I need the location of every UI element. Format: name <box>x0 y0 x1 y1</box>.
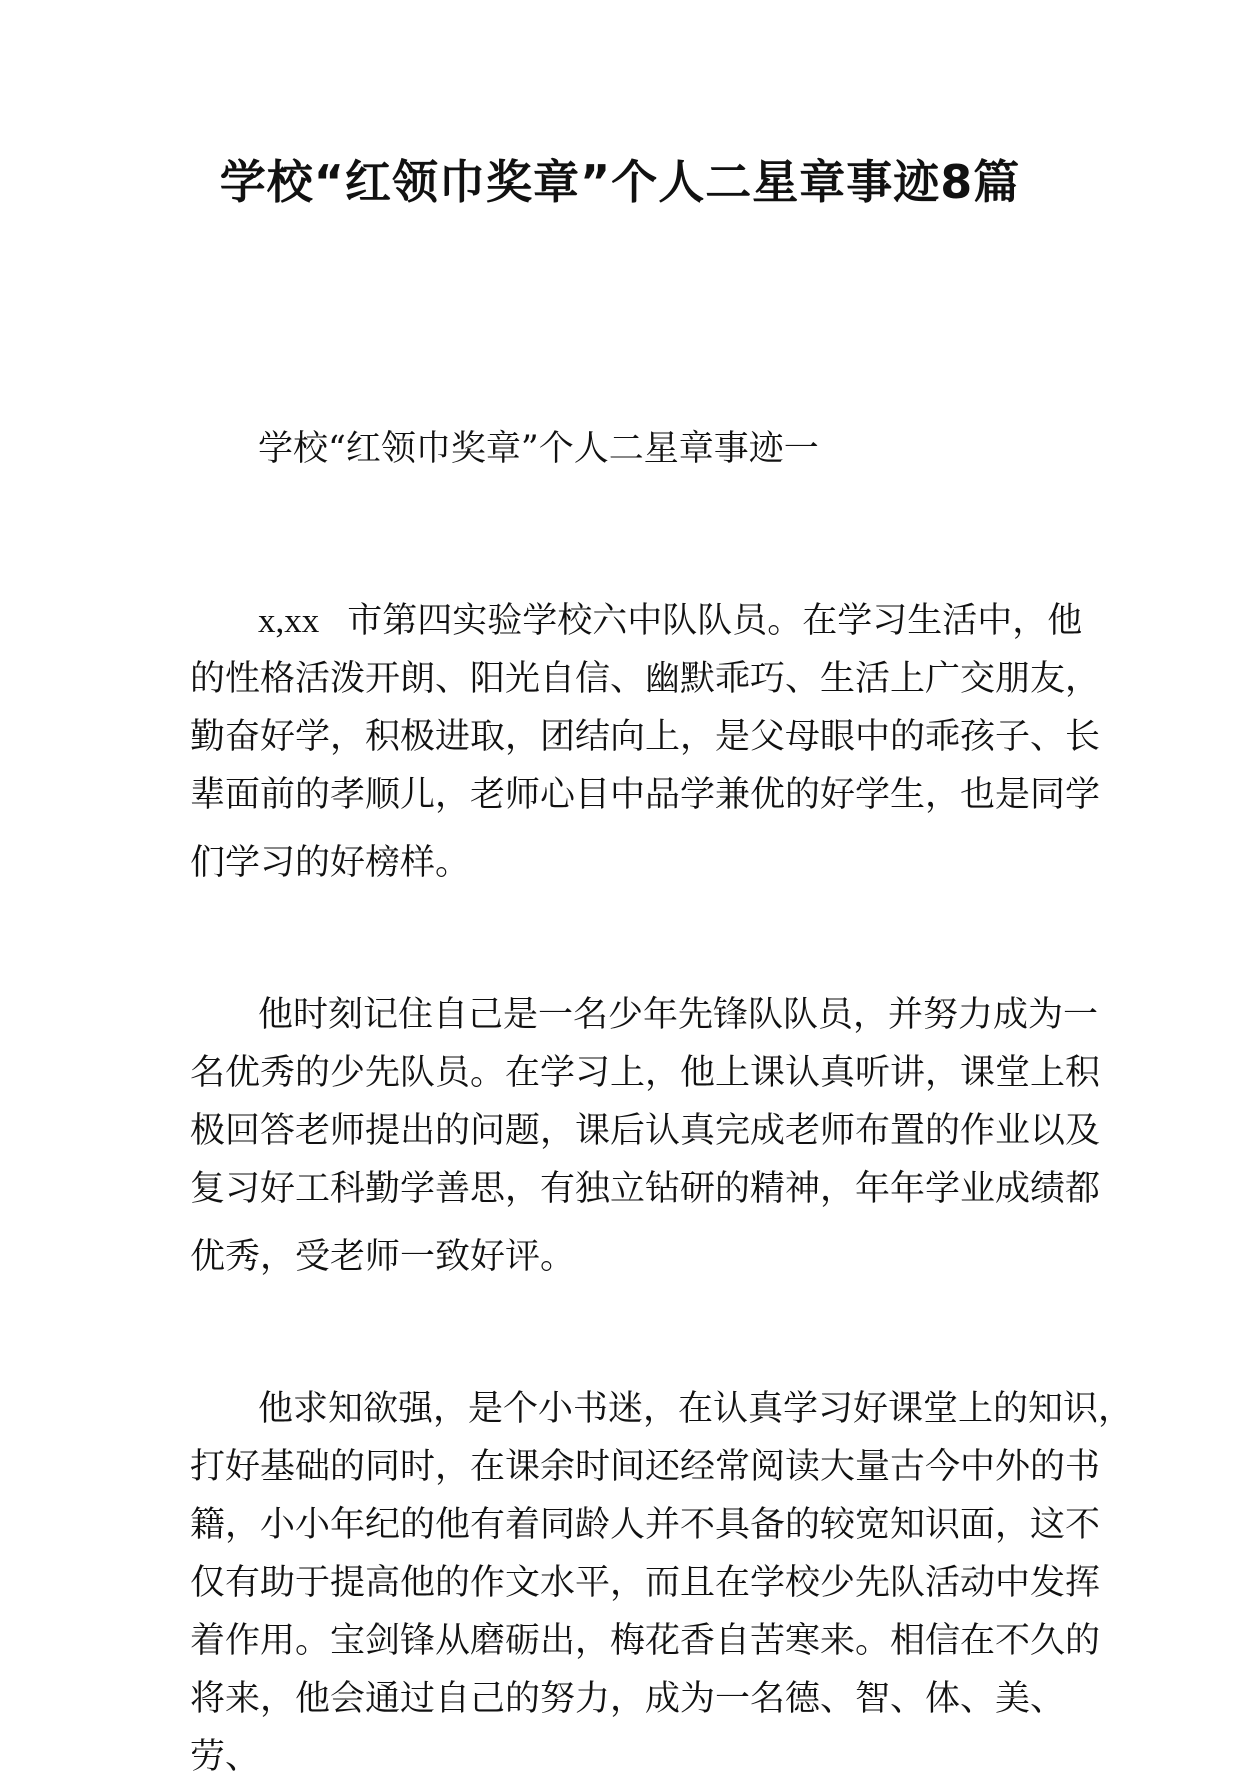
paragraph-line: 打好基础的同时，在课余时间还经常阅读大量古今中外的书 <box>190 1447 1101 1487</box>
paragraph-3 <box>190 1380 1134 1786</box>
paragraph-line: 的性格活泼开朗、阳光自信、幽默乖巧、生活上广交朋友， <box>190 659 1101 699</box>
paragraph-line: 他求知欲强，是个小书迷，在认真学习好课堂上的知识， <box>258 1389 1134 1429</box>
paragraph-line: 们学习的好榜样。 <box>190 843 471 883</box>
paragraph-line <box>190 592 1083 650</box>
paragraph-line: 复习好工科勤学善思，有独立钻研的精神，年年学业成绩都 <box>190 1169 1101 1209</box>
paragraph-line: 极回答老师提出的问题，课后认真完成老师布置的作业以及 <box>190 1111 1101 1151</box>
paragraph-line: 他时刻记住自己是一名少年先锋队队员，并努力成为一 <box>258 995 1099 1035</box>
paragraph-line: 仅有助于提高他的作文水平，而且在学校少先队活动中发挥 <box>190 1563 1101 1603</box>
paragraph-line: 将来，他会通过自己的努力，成为一名德、智、体、美、 <box>190 1679 1066 1719</box>
name-placeholder: x,xx <box>258 601 320 640</box>
paragraph-line: 着作用。宝剑锋从磨砺出，梅花香自苦寒来。相信在不久的 <box>190 1621 1101 1661</box>
paragraph-1 <box>190 592 1101 894</box>
paragraph-line: 籍，小小年纪的他有着同龄人并不具备的较宽知识面，这不 <box>190 1505 1101 1545</box>
section-heading: 学校“红领巾奖章”个人二星章事迹一 <box>258 429 819 469</box>
paragraph-line: 辈面前的孝顺儿，老师心目中品学兼优的好学生，也是同学 <box>190 775 1101 815</box>
paragraph-line: 勤奋好学，积极进取，团结向上，是父母眼中的乖孩子、长 <box>190 717 1101 757</box>
paragraph-line-text: 市第四实验学校六中队队员。在学习生活中，他 <box>347 601 1083 641</box>
paragraph-line: 优秀，受老师一致好评。 <box>190 1237 576 1277</box>
paragraph-2 <box>190 986 1101 1288</box>
paragraph-line: 劳、 <box>190 1737 261 1777</box>
paragraph-line: 名优秀的少先队员。在学习上，他上课认真听讲，课堂上积 <box>190 1053 1101 1093</box>
document-title: 学校“红领巾奖章”个人二星章事迹8篇 <box>219 155 1021 209</box>
